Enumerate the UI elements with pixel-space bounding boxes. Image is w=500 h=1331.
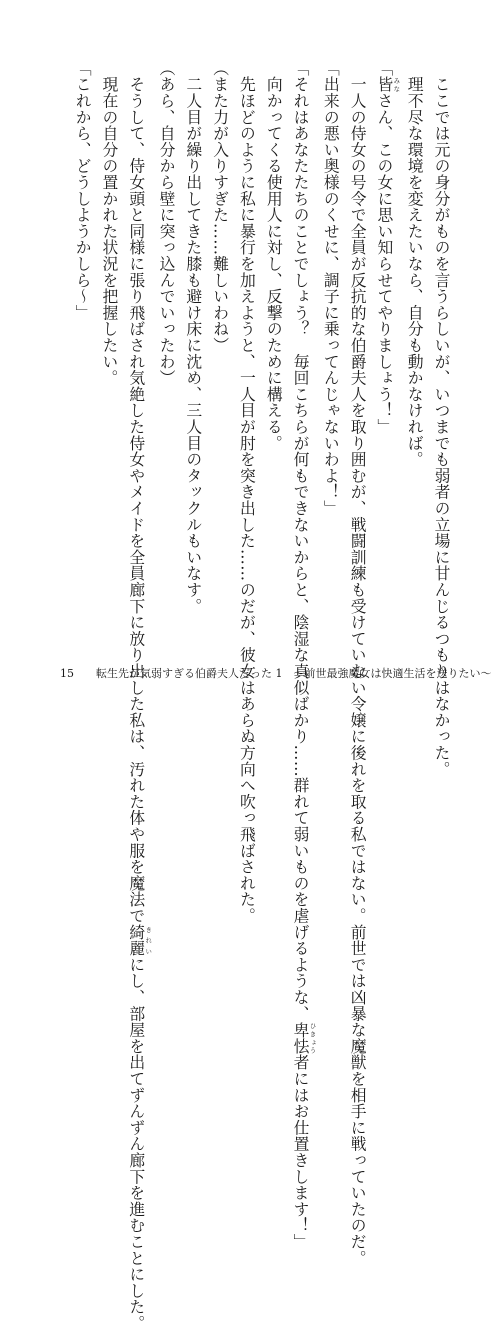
text-line: 「それはあなたたちのことでしょう？ 毎回こちらが何もできないからと、陰湿な真似ばかり……群れて弱いものを虐げるような、卑怯ひきょう者にはお仕置きします！」 <box>291 60 317 1250</box>
text-line: 現在の自分の置かれた状況を把握したい。 <box>99 60 119 386</box>
text-line: （また力が入りすぎた……難しいわね） <box>210 60 230 354</box>
book-title: 転生先が気弱すぎる伯爵夫人だった 1 ～前世最強魔女は快適生活を送りたい～ <box>96 667 492 680</box>
text-line: 理不尽な環境を変えたいなら、自分も動かなければ。 <box>405 60 425 468</box>
text-line: ここでは元の身分がものを言うらしいが、いつまでも弱者の立場に甘んじるつもりはなかった。 <box>432 60 451 778</box>
text-line: そうして、侍女頭と同様に張り飛ばされ気絶した侍女やメイドを全員廊下に放り出した私は、汚れた体や服を魔法で綺麗きれいにし、部屋を出てずんずん廊下を進むことにした。 <box>126 60 153 1331</box>
text-line: 一人の侍女の号令で全員が反抗的な伯爵夫人を取り囲むが、戦闘訓練も受けていない令嬢に後れを取る私ではない。前世では凶暴な魔獣を相手に戦っていたのだ。 <box>348 60 368 1267</box>
page-number: 15 <box>60 667 74 680</box>
ruby-word: 綺麗きれい <box>126 923 153 957</box>
text-line: 「出来の悪い奥様のくせに、調子に乗ってんじゃないわよ！」 <box>321 60 341 517</box>
text-line: 「皆みなさん、この女に思い知らせてやりましょう！」 <box>374 60 401 435</box>
text-line: 「これから、どうしようかしら～」 <box>73 60 93 321</box>
ruby-word: 皆みな <box>374 76 401 93</box>
text-line: 向かってくる使用人に対し、反撃のために構える。 <box>264 60 284 452</box>
text-line: （あら、自分から壁に突っ込んでいったわ） <box>157 60 177 386</box>
ruby-word: 卑怯ひきょう <box>291 1021 317 1055</box>
text-line: 先ほどのように私に暴行を加えようと、一人目が肘を突き出した……のだが、彼女はあらぬ方向へ吹っ飛ばされた。 <box>237 60 257 924</box>
page-footer <box>60 665 492 681</box>
text-line: 二人目が繰り出してきた膝も避け床に沈め、三人目のタックルもいなす。 <box>183 60 203 615</box>
